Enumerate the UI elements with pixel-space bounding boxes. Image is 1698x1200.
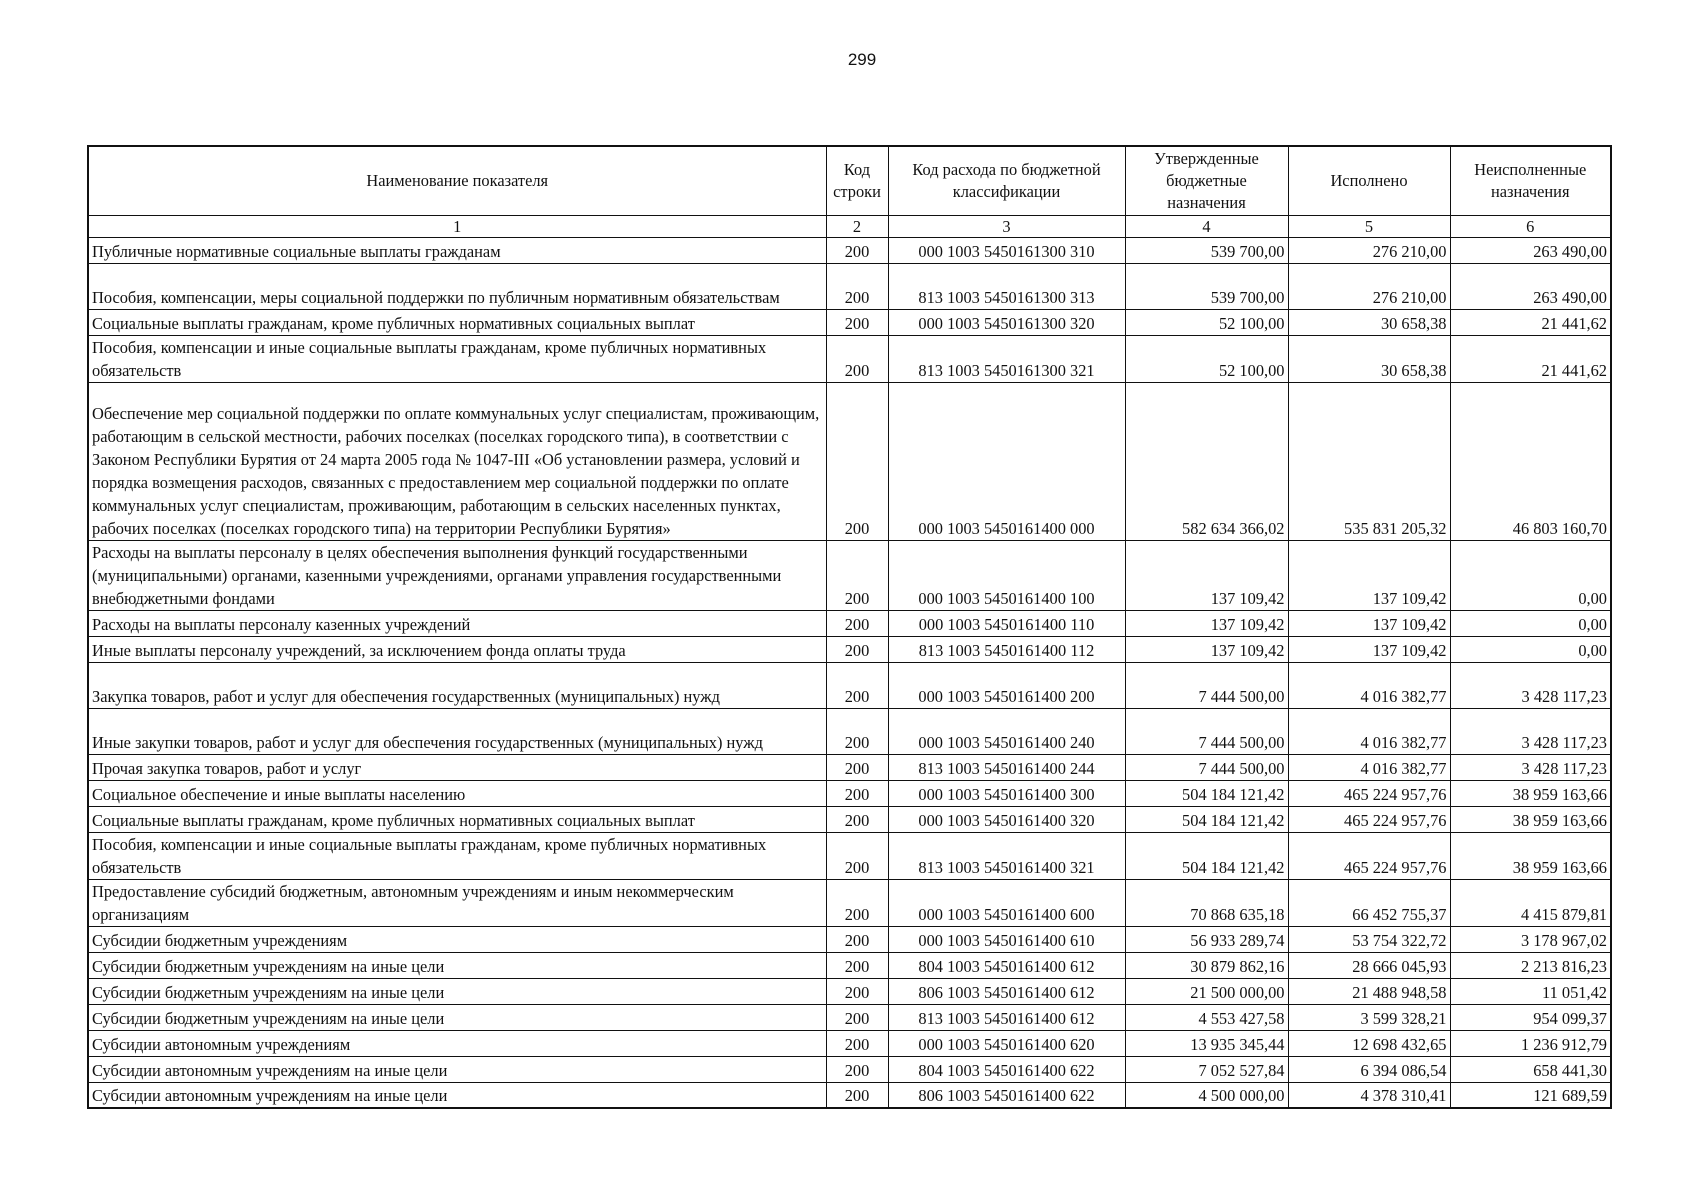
row-executed: 276 210,00 [1288,237,1450,263]
row-approved: 4 500 000,00 [1125,1082,1288,1108]
row-code: 200 [826,806,888,832]
row-approved: 52 100,00 [1125,309,1288,335]
row-executed: 465 224 957,76 [1288,832,1450,879]
row-code: 200 [826,754,888,780]
row-classification: 813 1003 5450161400 244 [888,754,1125,780]
column-number: 2 [826,215,888,237]
row-code: 200 [826,1082,888,1108]
row-code: 200 [826,263,888,309]
row-name: Иные закупки товаров, работ и услуг для обеспечения государственных (муниципальных) нужд [88,708,826,754]
row-approved: 504 184 121,42 [1125,780,1288,806]
row-name: Субсидии автономным учреждениям на иные цели [88,1082,826,1108]
row-name: Расходы на выплаты персоналу казенных учреждений [88,610,826,636]
row-approved: 56 933 289,74 [1125,926,1288,952]
row-executed: 4 378 310,41 [1288,1082,1450,1108]
row-classification: 000 1003 5450161400 110 [888,610,1125,636]
row-name: Субсидии бюджетным учреждениям на иные цели [88,1004,826,1030]
row-name: Субсидии автономным учреждениям [88,1030,826,1056]
row-code: 200 [826,540,888,610]
header-unexecuted: Неисполненные назначения [1450,146,1611,215]
row-unexecuted: 4 415 879,81 [1450,879,1611,926]
row-unexecuted: 121 689,59 [1450,1082,1611,1108]
row-name: Расходы на выплаты персоналу в целях обеспечения выполнения функций государственными (муниципальными) органами, казенными учреждениями, органами управления государственными внебюджетными фондами [88,540,826,610]
row-classification: 813 1003 5450161400 612 [888,1004,1125,1030]
table-row [88,1030,1611,1056]
row-name: Закупка товаров, работ и услуг для обеспечения государственных (муниципальных) нужд [88,662,826,708]
row-executed: 21 488 948,58 [1288,978,1450,1004]
row-executed: 4 016 382,77 [1288,662,1450,708]
row-classification: 000 1003 5450161400 300 [888,780,1125,806]
row-approved: 539 700,00 [1125,237,1288,263]
row-executed: 30 658,38 [1288,335,1450,382]
header-approved: Утвержденные бюджетные назначения [1125,146,1288,215]
row-approved: 7 444 500,00 [1125,708,1288,754]
row-unexecuted: 38 959 163,66 [1450,780,1611,806]
header-executed: Исполнено [1288,146,1450,215]
row-approved: 137 109,42 [1125,610,1288,636]
row-classification: 813 1003 5450161400 321 [888,832,1125,879]
row-classification: 000 1003 5450161400 600 [888,879,1125,926]
row-approved: 21 500 000,00 [1125,978,1288,1004]
row-code: 200 [826,708,888,754]
row-classification: 813 1003 5450161300 321 [888,335,1125,382]
row-name: Субсидии бюджетным учреждениям на иные цели [88,978,826,1004]
row-unexecuted: 954 099,37 [1450,1004,1611,1030]
table-row [88,780,1611,806]
row-name: Предоставление субсидий бюджетным, автономным учреждениям и иным некоммерческим организациям [88,879,826,926]
table-row [88,1082,1611,1108]
column-number: 6 [1450,215,1611,237]
row-approved: 7 444 500,00 [1125,662,1288,708]
table-row [88,952,1611,978]
row-name: Субсидии бюджетным учреждениям на иные цели [88,952,826,978]
row-executed: 535 831 205,32 [1288,382,1450,540]
row-approved: 137 109,42 [1125,636,1288,662]
row-code: 200 [826,978,888,1004]
row-approved: 7 444 500,00 [1125,754,1288,780]
row-classification: 000 1003 5450161400 000 [888,382,1125,540]
row-code: 200 [826,952,888,978]
row-classification: 000 1003 5450161400 240 [888,708,1125,754]
row-approved: 30 879 862,16 [1125,952,1288,978]
column-numbers-row [88,215,1611,237]
column-number: 4 [1125,215,1288,237]
row-unexecuted: 38 959 163,66 [1450,806,1611,832]
row-name: Публичные нормативные социальные выплаты гражданам [88,237,826,263]
table-row [88,662,1611,708]
table-row [88,382,1611,540]
row-executed: 28 666 045,93 [1288,952,1450,978]
row-unexecuted: 263 490,00 [1450,263,1611,309]
row-approved: 582 634 366,02 [1125,382,1288,540]
row-unexecuted: 0,00 [1450,636,1611,662]
row-classification: 000 1003 5450161300 320 [888,309,1125,335]
table-row [88,879,1611,926]
row-code: 200 [826,1030,888,1056]
row-executed: 137 109,42 [1288,610,1450,636]
row-executed: 12 698 432,65 [1288,1030,1450,1056]
table-row [88,926,1611,952]
row-approved: 7 052 527,84 [1125,1056,1288,1082]
row-classification: 000 1003 5450161400 620 [888,1030,1125,1056]
row-executed: 30 658,38 [1288,309,1450,335]
table-row [88,540,1611,610]
row-code: 200 [826,879,888,926]
row-unexecuted: 38 959 163,66 [1450,832,1611,879]
column-number: 3 [888,215,1125,237]
table-row [88,263,1611,309]
row-approved: 52 100,00 [1125,335,1288,382]
row-name: Социальное обеспечение и иные выплаты населению [88,780,826,806]
row-name: Социальные выплаты гражданам, кроме публичных нормативных социальных выплат [88,309,826,335]
table-row [88,1004,1611,1030]
row-unexecuted: 658 441,30 [1450,1056,1611,1082]
table-row [88,237,1611,263]
row-classification: 804 1003 5450161400 612 [888,952,1125,978]
row-code: 200 [826,926,888,952]
column-number: 1 [88,215,826,237]
table-row [88,978,1611,1004]
table-row [88,754,1611,780]
row-approved: 70 868 635,18 [1125,879,1288,926]
row-unexecuted: 3 428 117,23 [1450,662,1611,708]
row-executed: 53 754 322,72 [1288,926,1450,952]
row-executed: 66 452 755,37 [1288,879,1450,926]
header-name: Наименование показателя [88,146,826,215]
row-executed: 465 224 957,76 [1288,806,1450,832]
row-name: Иные выплаты персоналу учреждений, за исключением фонда оплаты труда [88,636,826,662]
row-executed: 6 394 086,54 [1288,1056,1450,1082]
row-classification: 806 1003 5450161400 612 [888,978,1125,1004]
row-name: Прочая закупка товаров, работ и услуг [88,754,826,780]
row-unexecuted: 46 803 160,70 [1450,382,1611,540]
row-name: Субсидии бюджетным учреждениям [88,926,826,952]
row-executed: 3 599 328,21 [1288,1004,1450,1030]
row-classification: 806 1003 5450161400 622 [888,1082,1125,1108]
row-name: Субсидии автономным учреждениям на иные цели [88,1056,826,1082]
row-approved: 4 553 427,58 [1125,1004,1288,1030]
table-body [88,237,1611,1108]
header-classification: Код расхода по бюджетной классификации [888,146,1125,215]
row-unexecuted: 3 428 117,23 [1450,754,1611,780]
row-unexecuted: 21 441,62 [1450,335,1611,382]
column-number: 5 [1288,215,1450,237]
row-unexecuted: 3 178 967,02 [1450,926,1611,952]
row-name: Социальные выплаты гражданам, кроме публичных нормативных социальных выплат [88,806,826,832]
table-row [88,832,1611,879]
row-code: 200 [826,1056,888,1082]
row-executed: 137 109,42 [1288,540,1450,610]
row-classification: 000 1003 5450161400 200 [888,662,1125,708]
row-unexecuted: 21 441,62 [1450,309,1611,335]
page-number: 299 [847,50,877,69]
row-code: 200 [826,780,888,806]
row-code: 200 [826,610,888,636]
row-approved: 539 700,00 [1125,263,1288,309]
row-approved: 504 184 121,42 [1125,806,1288,832]
row-executed: 4 016 382,77 [1288,708,1450,754]
row-executed: 276 210,00 [1288,263,1450,309]
row-code: 200 [826,335,888,382]
budget-table [87,145,1612,1109]
row-code: 200 [826,636,888,662]
table-row [88,708,1611,754]
row-executed: 137 109,42 [1288,636,1450,662]
row-unexecuted: 1 236 912,79 [1450,1030,1611,1056]
row-classification: 000 1003 5450161400 610 [888,926,1125,952]
table-row [88,335,1611,382]
row-code: 200 [826,309,888,335]
row-unexecuted: 3 428 117,23 [1450,708,1611,754]
table-row [88,806,1611,832]
row-code: 200 [826,832,888,879]
table-row [88,610,1611,636]
row-name: Обеспечение мер социальной поддержки по оплате коммунальных услуг специалистам, проживающим, работающим в сельской местности, рабочих поселках (поселках городского типа), в соответствии с Законом Республики Бурятия от 24 марта 2005 года № 1047-III «Об установлении размера, условий и порядка возмещения расходов, связанных с предоставлением мер социальной поддержки по оплате коммунальных услуг специалистам, проживающим, работающим в сельских населенных пунктах, рабочих поселках (поселках городского типа) на территории Республики Бурятия» [88,382,826,540]
row-unexecuted: 0,00 [1450,540,1611,610]
row-classification: 813 1003 5450161300 313 [888,263,1125,309]
row-unexecuted: 2 213 816,23 [1450,952,1611,978]
row-unexecuted: 0,00 [1450,610,1611,636]
row-approved: 137 109,42 [1125,540,1288,610]
row-code: 200 [826,662,888,708]
row-name: Пособия, компенсации, меры социальной поддержки по публичным нормативным обязательствам [88,263,826,309]
row-executed: 4 016 382,77 [1288,754,1450,780]
row-code: 200 [826,237,888,263]
row-name: Пособия, компенсации и иные социальные выплаты гражданам, кроме публичных нормативных обязательств [88,335,826,382]
row-unexecuted: 263 490,00 [1450,237,1611,263]
row-unexecuted: 11 051,42 [1450,978,1611,1004]
row-name: Пособия, компенсации и иные социальные выплаты гражданам, кроме публичных нормативных обязательств [88,832,826,879]
row-approved: 13 935 345,44 [1125,1030,1288,1056]
row-classification: 804 1003 5450161400 622 [888,1056,1125,1082]
table-row [88,1056,1611,1082]
table-row [88,636,1611,662]
table-row [88,309,1611,335]
row-classification: 000 1003 5450161400 320 [888,806,1125,832]
row-executed: 465 224 957,76 [1288,780,1450,806]
row-code: 200 [826,1004,888,1030]
header-row-code: Код строки [826,146,888,215]
row-approved: 504 184 121,42 [1125,832,1288,879]
row-classification: 000 1003 5450161400 100 [888,540,1125,610]
row-code: 200 [826,382,888,540]
row-classification: 000 1003 5450161300 310 [888,237,1125,263]
row-classification: 813 1003 5450161400 112 [888,636,1125,662]
